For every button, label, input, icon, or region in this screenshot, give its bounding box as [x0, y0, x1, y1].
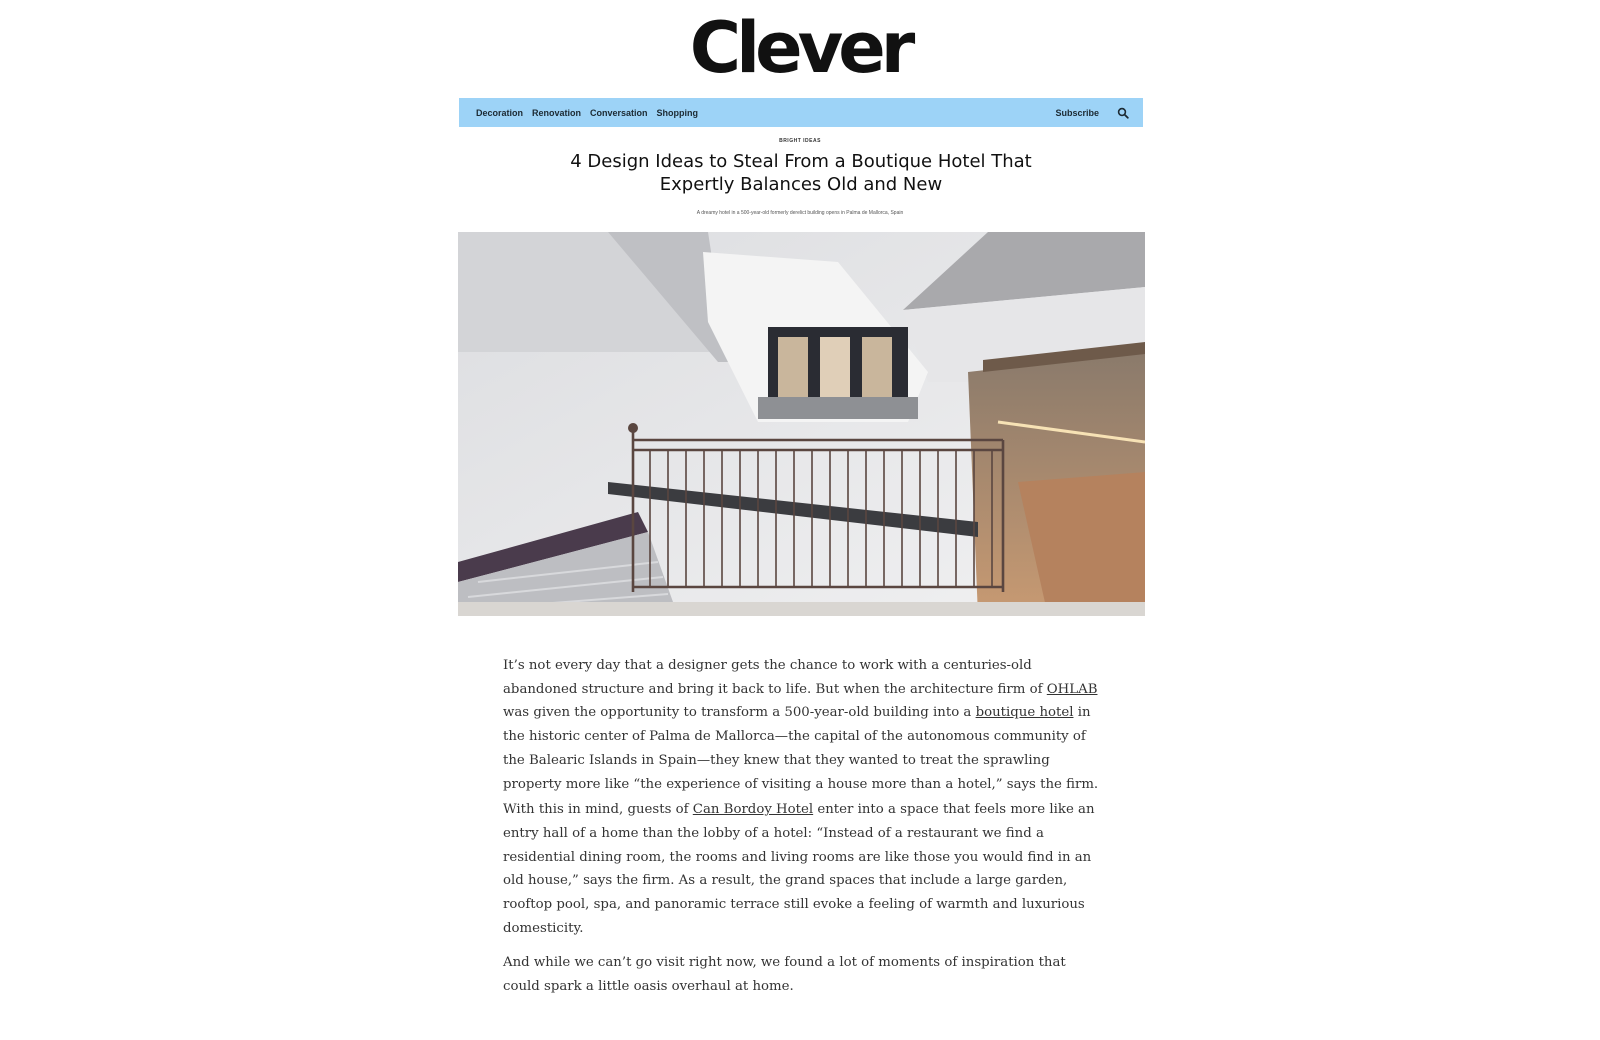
article-kicker[interactable]: BRIGHT IDEAS	[779, 138, 821, 144]
article-subtitle: A dreamy hotel in a 500-year-old formerly derelict building opens in Palma de Mallorca, Spain	[696, 210, 904, 216]
nav-link-shopping[interactable]: Shopping	[656, 107, 699, 118]
nav-link-renovation[interactable]: Renovation	[532, 107, 582, 118]
paragraph-1-text-b: was given the opportunity to transform a 500-year-old building into a	[503, 705, 976, 721]
link-boutique-hotel[interactable]: boutique hotel	[975, 705, 1074, 721]
hero-image	[458, 232, 1145, 616]
nav-link-conversation[interactable]: Conversation	[590, 107, 648, 118]
search-icon[interactable]	[1117, 107, 1129, 119]
paragraph-2	[503, 798, 1103, 940]
link-ohlab[interactable]: OHLAB	[1046, 681, 1098, 697]
nav-right	[1055, 107, 1143, 119]
article-title: 4 Design Ideas to Steal From a Boutique Hotel That Expertly Balances Old and New	[570, 151, 1032, 195]
paragraph-3: And while we can’t go visit right now, we found a lot of moments of inspiration that could spark a little oasis overhaul at home.	[503, 955, 1066, 995]
paragraph-1-text-a: It’s not every day that a designer gets the chance to work with a centuries-old abandoned structure and bring it back to life. But when the architecture firm of	[503, 658, 1047, 697]
link-can-bordoy-hotel[interactable]: Can Bordoy Hotel	[692, 802, 814, 818]
subscribe-link[interactable]: Subscribe	[1055, 107, 1099, 118]
paragraph-2-text-b: enter into a space that feels more like an entry hall of a home than the lobby of a hotel: “Instead of a restaurant we find a residential dining room, the rooms and living rooms are like those you would find in an old house,” says the firm. As a result, the grand spaces that include a large garden, rooftop pool, spa, and panoramic terrace still evoke a feeling of warmth and luxurious domesticity.	[503, 802, 1095, 936]
site-logo[interactable]: Clever	[689, 7, 911, 89]
paragraph-1-text-c: in the historic center of Palma de Mallorca—the capital of the autonomous community of the Balearic Islands in Spain—they knew that they wanted to treat the sprawling property more like “the experience of visiting a house more than a hotel,” says the firm.	[503, 705, 1099, 792]
paragraph-1	[503, 654, 1103, 796]
paragraph-2-text-a: With this in mind, guests of	[503, 802, 693, 818]
nav-link-decoration[interactable]: Decoration	[476, 107, 524, 118]
main-nav	[459, 98, 1143, 127]
nav-links	[459, 108, 707, 118]
article-body	[503, 654, 1103, 1001]
